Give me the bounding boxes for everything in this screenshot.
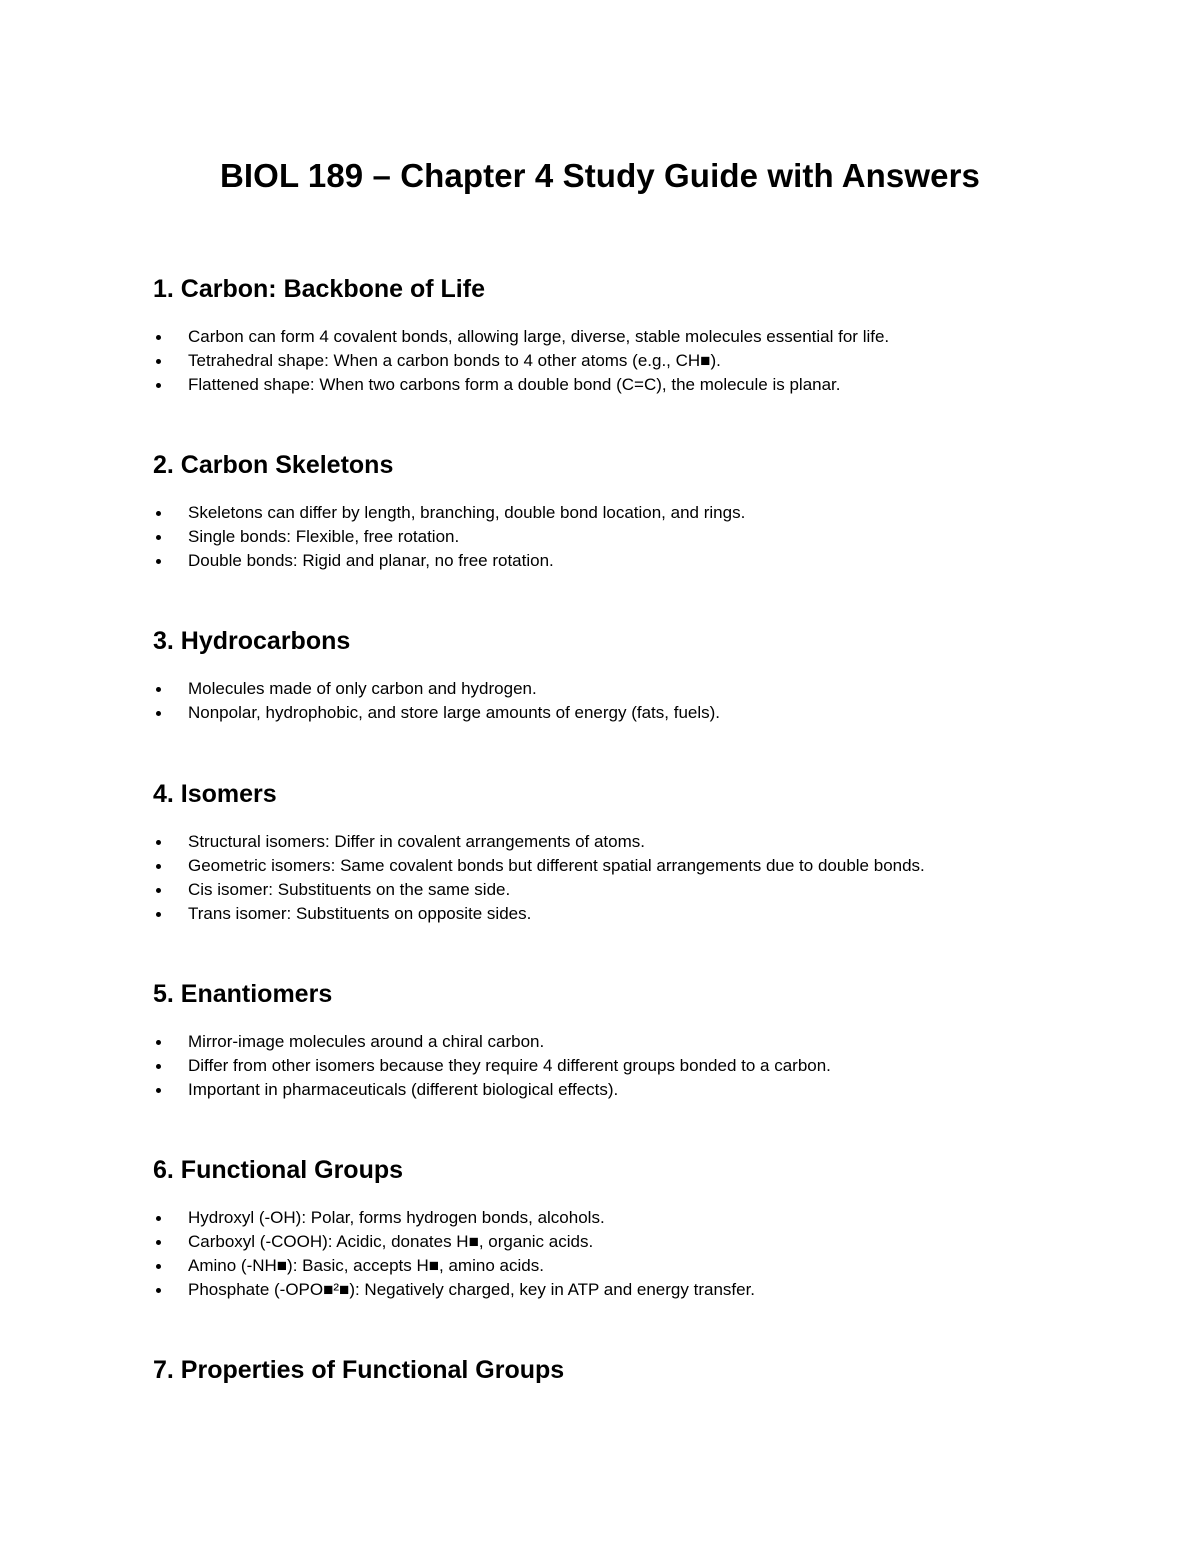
list-item [153, 1054, 1113, 1078]
bullet-list [153, 677, 1113, 725]
section-heading: 2. Carbon Skeletons [153, 451, 394, 479]
bullet-icon [156, 1264, 161, 1269]
list-item-text: Structural isomers: Differ in covalent arrangements of atoms. [188, 832, 645, 851]
section-heading: 4. Isomers [153, 780, 277, 808]
list-item [153, 1030, 1113, 1054]
list-item-text: Phosphate (-OPO■²■): Negatively charged, key in ATP and energy transfer. [188, 1280, 756, 1299]
list-item [153, 1206, 1113, 1230]
section-heading: 1. Carbon: Backbone of Life [153, 275, 485, 303]
list-item-text: Trans isomer: Substituents on opposite sides. [188, 904, 532, 923]
list-item-text: Molecules made of only carbon and hydrogen. [188, 679, 537, 698]
section-carbon-skeletons [153, 449, 1113, 573]
section-heading: 3. Hydrocarbons [153, 627, 351, 655]
list-item [153, 525, 1113, 549]
bullet-icon [156, 359, 161, 364]
list-item-text: Tetrahedral shape: When a carbon bonds to 4 other atoms (e.g., CH■). [188, 351, 721, 370]
bullet-icon [156, 1216, 161, 1221]
list-item-text: Skeletons can differ by length, branching, double bond location, and rings. [188, 503, 746, 522]
list-item [153, 677, 1113, 701]
bullet-icon [156, 559, 161, 564]
bullet-list [153, 1030, 1113, 1102]
bullet-icon [156, 1288, 161, 1293]
list-item [153, 1278, 1113, 1302]
bullet-icon [156, 335, 161, 340]
list-item-text: Hydroxyl (-OH): Polar, forms hydrogen bonds, alcohols. [188, 1208, 605, 1227]
section-heading: 6. Functional Groups [153, 1156, 404, 1184]
list-item [153, 1078, 1113, 1102]
section-heading: 5. Enantiomers [153, 980, 333, 1008]
list-item [153, 902, 1113, 926]
bullet-icon [156, 888, 161, 893]
section-hydrocarbons [153, 625, 1113, 725]
list-item-text: Carboxyl (-COOH): Acidic, donates H■, organic acids. [188, 1232, 594, 1251]
section-heading: 7. Properties of Functional Groups [153, 1356, 565, 1384]
section-carbon-backbone [153, 273, 1113, 397]
section-isomers [153, 778, 1113, 926]
list-item [153, 878, 1113, 902]
bullet-icon [156, 535, 161, 540]
bullet-icon [156, 864, 161, 869]
bullet-list [153, 501, 1113, 573]
list-item [153, 701, 1113, 725]
list-item-text: Cis isomer: Substituents on the same side. [188, 880, 511, 899]
bullet-list [153, 1206, 1113, 1302]
list-item [153, 549, 1113, 573]
section-properties-functional-groups [153, 1354, 1113, 1386]
list-item [153, 325, 1113, 349]
list-item [153, 501, 1113, 525]
list-item [153, 349, 1113, 373]
list-item [153, 1230, 1113, 1254]
list-item [153, 373, 1113, 397]
bullet-list [153, 325, 1113, 397]
bullet-icon [156, 711, 161, 716]
section-functional-groups [153, 1154, 1113, 1302]
bullet-icon [156, 912, 161, 917]
bullet-icon [156, 383, 161, 388]
bullet-icon [156, 511, 161, 516]
list-item-text: Flattened shape: When two carbons form a double bond (C=C), the molecule is planar. [188, 375, 841, 394]
section-enantiomers [153, 978, 1113, 1102]
list-item-text: Double bonds: Rigid and planar, no free rotation. [188, 551, 554, 570]
list-item-text: Amino (-NH■): Basic, accepts H■, amino acids. [188, 1256, 544, 1275]
list-item-text: Important in pharmaceuticals (different biological effects). [188, 1080, 619, 1099]
list-item-text: Nonpolar, hydrophobic, and store large amounts of energy (fats, fuels). [188, 703, 721, 722]
bullet-list [153, 830, 1113, 926]
list-item [153, 1254, 1113, 1278]
bullet-icon [156, 840, 161, 845]
list-item [153, 830, 1113, 854]
list-item-text: Geometric isomers: Same covalent bonds but different spatial arrangements due to double bonds. [188, 856, 925, 875]
bullet-icon [156, 1240, 161, 1245]
list-item-text: Single bonds: Flexible, free rotation. [188, 527, 460, 546]
bullet-icon [156, 1040, 161, 1045]
document-title: BIOL 189 – Chapter 4 Study Guide with Answers [219, 157, 981, 194]
list-item [153, 854, 1113, 878]
list-item-text: Differ from other isomers because they require 4 different groups bonded to a carbon. [188, 1056, 831, 1075]
bullet-icon [156, 687, 161, 692]
bullet-icon [156, 1088, 161, 1093]
list-item-text: Mirror-image molecules around a chiral carbon. [188, 1032, 545, 1051]
list-item-text: Carbon can form 4 covalent bonds, allowing large, diverse, stable molecules essential for life. [188, 327, 890, 346]
bullet-icon [156, 1064, 161, 1069]
